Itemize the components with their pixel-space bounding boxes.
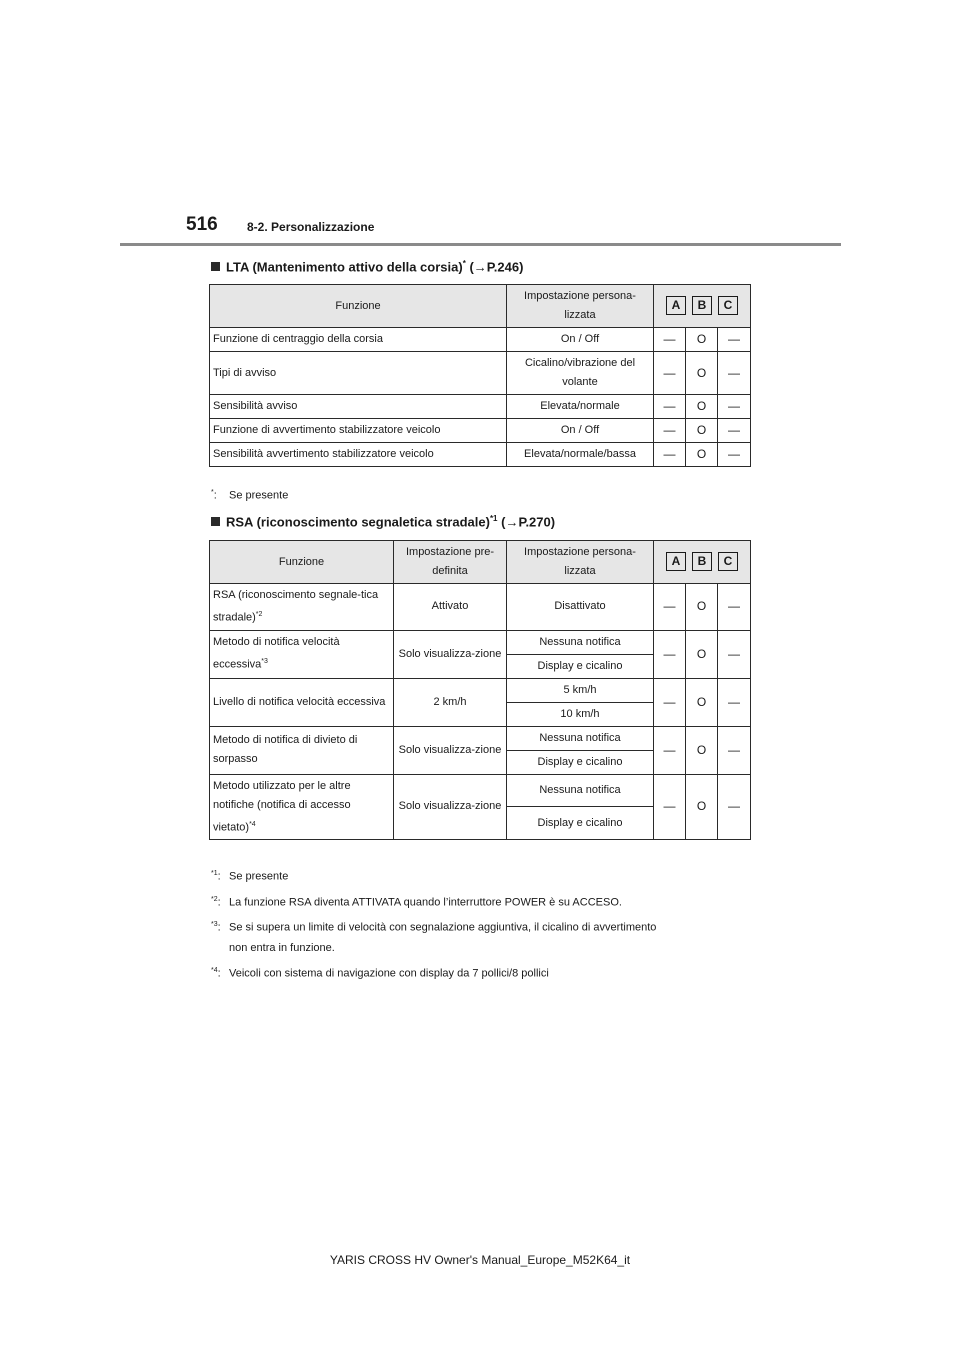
table-row — [210, 352, 751, 395]
lta-function-cell: Funzione di avvertimento stabilizzatore veicolo — [210, 419, 507, 443]
table-row — [210, 419, 751, 443]
rsa-default-cell: Solo visualizza-zione — [394, 630, 507, 678]
lta-function-cell: Funzione di centraggio della corsia — [210, 328, 507, 352]
rsa-custom-cell: Nessuna notifica — [507, 630, 654, 654]
table-row — [210, 774, 751, 807]
page-number: 516 — [186, 214, 218, 235]
lta-custom-cell: On / Off — [507, 419, 654, 443]
lta-footnote-text: Se presente — [229, 489, 289, 502]
rsa-custom-cell: Nessuna notifica — [507, 726, 654, 750]
mark-c-dash: — — [718, 630, 751, 678]
lta-col-function: Funzione — [210, 285, 507, 328]
mark-b-o: O — [686, 678, 718, 726]
lta-custom-cell: Cicalino/vibrazione del volante — [507, 352, 654, 395]
table-row — [210, 584, 751, 631]
mark-b-o: O — [686, 328, 718, 352]
mark-c-dash: — — [718, 678, 751, 726]
lta-table — [209, 284, 751, 467]
square-bullet-icon — [211, 262, 220, 271]
mark-b-o: O — [686, 584, 718, 631]
header-rule — [120, 243, 841, 246]
mark-b-o: O — [686, 726, 718, 774]
mark-c-dash: — — [718, 419, 751, 443]
mark-c-dash: — — [718, 328, 751, 352]
mark-c-dash: — — [718, 774, 751, 840]
rsa-footnote: $^{*3}$: Se si supera un limite di velocità con segnalazione aggiuntiva, il cicalino di avvertimento non entra in funzione. — [211, 921, 657, 954]
mark-a-dash: — — [654, 774, 686, 840]
mark-a-dash: — — [654, 419, 686, 443]
table-row — [210, 678, 751, 702]
rsa-col-boxes — [654, 541, 751, 584]
table-row — [210, 395, 751, 419]
rsa-heading-text: RSA (riconoscimento segnaletica stradale) — [226, 514, 490, 530]
lta-col-boxes — [654, 285, 751, 328]
rsa-custom-cell: Display e cicalino — [507, 750, 654, 774]
mark-b-o: O — [686, 419, 718, 443]
lta-heading-ref: (→P.246) — [469, 259, 524, 275]
footer-text: YARIS CROSS HV Owner's Manual_Europe_M52K64_it — [329, 1253, 631, 1267]
rsa-heading — [211, 514, 555, 529]
lta-custom-cell: Elevata/normale/bassa — [507, 443, 654, 467]
table-row — [210, 328, 751, 352]
rsa-footnote: $^{*1}$: Se presente — [211, 870, 289, 883]
rsa-col-function: Funzione — [210, 541, 394, 584]
rsa-default-cell: 2 km/h — [394, 678, 507, 726]
lta-heading — [211, 259, 523, 274]
mark-b-o: O — [686, 774, 718, 840]
mark-c-dash: — — [718, 584, 751, 631]
lta-footnote: *: Se presente — [211, 489, 289, 502]
rsa-custom-cell: Disattivato — [507, 584, 654, 631]
lta-function-cell: Tipi di avviso — [210, 352, 507, 395]
mark-b-o: O — [686, 352, 718, 395]
box-c-icon: C — [718, 552, 738, 571]
mark-b-o: O — [686, 630, 718, 678]
mark-b-o: O — [686, 443, 718, 467]
rsa-function-cell: Metodo di notifica velocità eccessiva$^{*3}$ — [210, 630, 394, 678]
mark-a-dash: — — [654, 726, 686, 774]
rsa-footnotes — [211, 864, 656, 984]
rsa-header-row — [210, 541, 751, 584]
mark-c-dash: — — [718, 395, 751, 419]
rsa-custom-cell: 10 km/h — [507, 702, 654, 726]
rsa-default-cell: Attivato — [394, 584, 507, 631]
mark-a-dash: — — [654, 443, 686, 467]
mark-a-dash: — — [654, 352, 686, 395]
lta-custom-cell: On / Off — [507, 328, 654, 352]
box-c-icon: C — [718, 296, 738, 315]
box-a-icon: A — [666, 296, 686, 315]
rsa-table — [209, 540, 751, 840]
rsa-custom-cell: 5 km/h — [507, 678, 654, 702]
rsa-custom-cell: Display e cicalino — [507, 654, 654, 678]
box-a-icon: A — [666, 552, 686, 571]
rsa-function-cell: Metodo di notifica di divieto di sorpasso — [210, 726, 394, 774]
rsa-function-cell: Metodo utilizzato per le altre notifiche (notifica di accesso vietato)$^{*4}$ — [210, 774, 394, 840]
mark-c-dash: — — [718, 726, 751, 774]
rsa-col-default: Impostazione pre-definita — [394, 541, 507, 584]
rsa-function-cell: RSA (riconoscimento segnale-tica stradale)$^{*2}$ — [210, 584, 394, 631]
mark-c-dash: — — [718, 443, 751, 467]
rsa-default-cell: Solo visualizza-zione — [394, 726, 507, 774]
lta-header-row — [210, 285, 751, 328]
mark-b-o: O — [686, 395, 718, 419]
rsa-custom-cell: Nessuna notifica — [507, 774, 654, 807]
rsa-col-custom: Impostazione persona-lizzata — [507, 541, 654, 584]
lta-col-custom: Impostazione persona-lizzata — [507, 285, 654, 328]
rsa-footnote: $^{*2}$: La funzione RSA diventa ATTIVATA quando l’interruttore POWER è su ACCESO. — [211, 895, 622, 909]
rsa-footnote: $^{*4}$: Veicoli con sistema di navigazione con display da 7 pollici/8 pollici — [211, 966, 549, 980]
box-b-icon: B — [692, 296, 712, 315]
mark-a-dash: — — [654, 328, 686, 352]
lta-function-cell: Sensibilità avvertimento stabilizzatore veicolo — [210, 443, 507, 467]
table-row — [210, 630, 751, 654]
table-row — [210, 726, 751, 750]
mark-a-dash: — — [654, 584, 686, 631]
rsa-heading-ref: (→P.270) — [501, 514, 556, 530]
lta-heading-text: LTA (Mantenimento attivo della corsia) — [226, 259, 463, 275]
table-row — [210, 443, 751, 467]
square-bullet-icon — [211, 517, 220, 526]
mark-a-dash: — — [654, 395, 686, 419]
lta-function-cell: Sensibilità avviso — [210, 395, 507, 419]
mark-c-dash: — — [718, 352, 751, 395]
lta-footnote-mark: * — [211, 489, 214, 496]
lta-custom-cell: Elevata/normale — [507, 395, 654, 419]
mark-a-dash: — — [654, 630, 686, 678]
rsa-default-cell: Solo visualizza-zione — [394, 774, 507, 840]
lta-heading-sup: * — [462, 259, 466, 268]
mark-a-dash: — — [654, 678, 686, 726]
box-b-icon: B — [692, 552, 712, 571]
section-title: 8-2. Personalizzazione — [247, 220, 375, 234]
rsa-heading-sup: *1 — [489, 514, 498, 523]
rsa-function-cell: Livello di notifica velocità eccessiva — [210, 678, 394, 726]
rsa-custom-cell: Display e cicalino — [507, 807, 654, 840]
